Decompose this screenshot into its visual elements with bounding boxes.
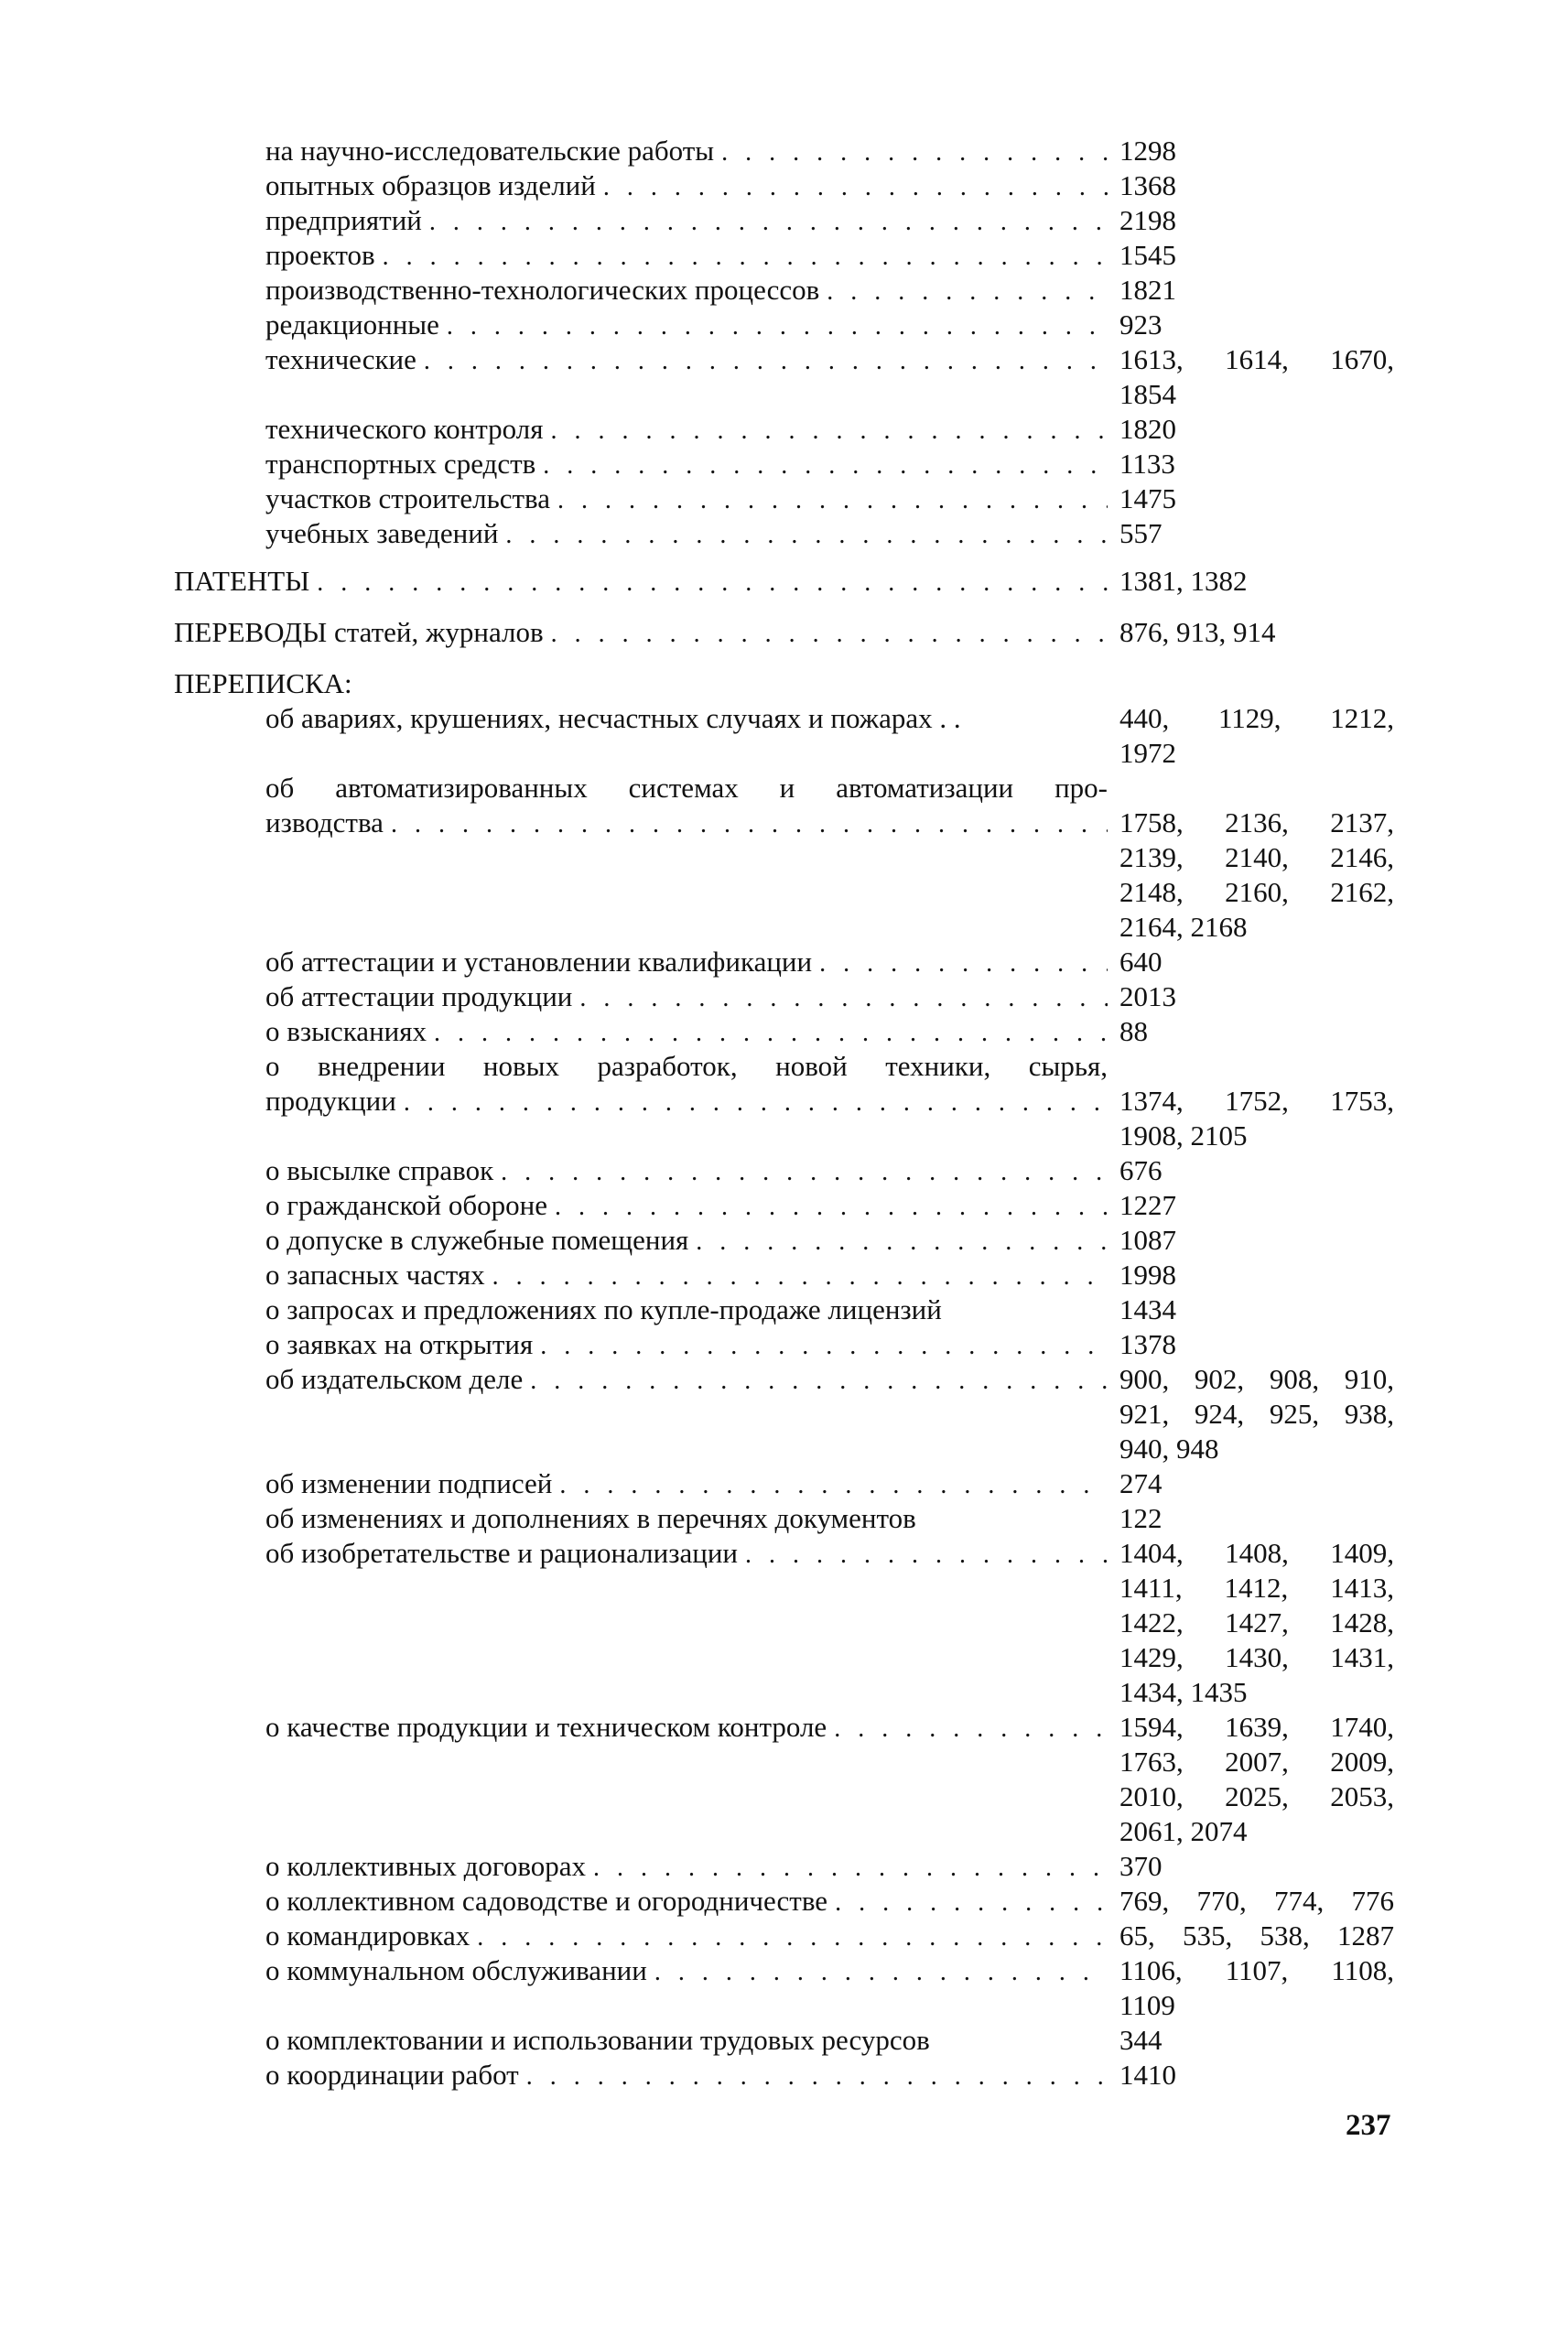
entry-pages: 1381, 1382 bbox=[1119, 565, 1248, 597]
entry-label: об автоматизированных системах и автоматизации про- bbox=[265, 772, 1108, 804]
index-heading-correspondence bbox=[0, 666, 1568, 701]
entry-label: о взысканиях bbox=[265, 1015, 427, 1047]
index-entry bbox=[0, 273, 1568, 308]
index-entry-continuation bbox=[0, 806, 1568, 840]
entry-label: об изменениях и дополнениях в перечнях документов bbox=[265, 1502, 916, 1534]
section-heading: ПЕРЕПИСКА: bbox=[174, 667, 352, 699]
entry-pages: 2010, 2025, 2053, bbox=[1119, 1780, 1394, 1812]
entry-pages: 1820 bbox=[1119, 413, 1176, 445]
entry-pages: 1434 bbox=[1119, 1293, 1176, 1325]
entry-pages: 1422, 1427, 1428, bbox=[1119, 1606, 1394, 1638]
entry-pages: 640 bbox=[1119, 946, 1162, 978]
entry-pages: 1227 bbox=[1119, 1189, 1176, 1221]
entry-pages: 1763, 2007, 2009, bbox=[1119, 1746, 1394, 1778]
index-entry-continuation bbox=[0, 1675, 1568, 1710]
entry-pages: 1298 bbox=[1119, 135, 1176, 167]
entry-label: производственно-технологических процессов bbox=[265, 274, 820, 306]
entry-pages: 1998 bbox=[1119, 1259, 1176, 1291]
entry-pages: 1613, 1614, 1670, bbox=[1119, 343, 1394, 375]
entry-pages: 1374, 1752, 1753, bbox=[1119, 1085, 1394, 1117]
index-entry-continuation bbox=[0, 1745, 1568, 1779]
entry-label: об авариях, крушениях, несчастных случаях и пожарах . . bbox=[265, 702, 961, 734]
entry-pages: 1594, 1639, 1740, bbox=[1119, 1711, 1394, 1743]
entry-pages: 1429, 1430, 1431, bbox=[1119, 1641, 1394, 1673]
index-entry-continuation bbox=[0, 1432, 1568, 1466]
index-entry bbox=[0, 203, 1568, 238]
index-entry bbox=[0, 168, 1568, 203]
index-entry bbox=[0, 1223, 1568, 1258]
index-entry bbox=[0, 771, 1568, 806]
index-entry bbox=[0, 2058, 1568, 2092]
entry-label: участков строительства bbox=[265, 482, 551, 514]
entry-pages: 2148, 2160, 2162, bbox=[1119, 876, 1394, 908]
entry-label: предприятий bbox=[265, 204, 422, 236]
entry-label: о командировках bbox=[265, 1919, 470, 1952]
index-heading-patents bbox=[0, 564, 1568, 599]
index-entries bbox=[0, 134, 1568, 2092]
index-entry bbox=[0, 1849, 1568, 1884]
index-entry-continuation bbox=[0, 910, 1568, 945]
index-entry bbox=[0, 342, 1568, 377]
entry-pages: 1434, 1435 bbox=[1119, 1676, 1248, 1708]
entry-pages: 1368 bbox=[1119, 169, 1176, 201]
entry-label: изводства bbox=[265, 806, 384, 838]
entry-label: о коллективном садоводстве и огородничестве bbox=[265, 1885, 828, 1917]
index-entry-continuation bbox=[0, 1988, 1568, 2023]
entry-pages: 1821 bbox=[1119, 274, 1176, 306]
index-entry bbox=[0, 308, 1568, 342]
entry-pages: 1410 bbox=[1119, 2059, 1176, 2091]
entry-pages: 274 bbox=[1119, 1467, 1162, 1499]
entry-label: транспортных средств bbox=[265, 448, 536, 480]
index-entry-continuation bbox=[0, 1119, 1568, 1153]
entry-label: об аттестации и установлении квалификации bbox=[265, 946, 813, 978]
index-entry bbox=[0, 1258, 1568, 1292]
entry-label: о комплектовании и использовании трудовых ресурсов bbox=[265, 2024, 930, 2056]
entry-pages: 2198 bbox=[1119, 204, 1176, 236]
entry-pages: 2013 bbox=[1119, 980, 1176, 1012]
entry-pages: 2061, 2074 bbox=[1119, 1815, 1248, 1847]
index-entry bbox=[0, 1188, 1568, 1223]
entry-pages: 1133 bbox=[1119, 448, 1175, 480]
index-entry bbox=[0, 481, 1568, 516]
entry-pages: 1378 bbox=[1119, 1328, 1176, 1360]
index-entry bbox=[0, 1919, 1568, 1953]
entry-label: на научно-исследовательские работы bbox=[265, 135, 715, 167]
entry-label: о гражданской обороне bbox=[265, 1189, 547, 1221]
index-entry-continuation bbox=[0, 840, 1568, 875]
index-entry bbox=[0, 1362, 1568, 1397]
index-heading-translations bbox=[0, 615, 1568, 650]
index-entry bbox=[0, 1466, 1568, 1501]
entry-pages: 1106, 1107, 1108, bbox=[1119, 1954, 1394, 1986]
entry-label: о заявках на открытия bbox=[265, 1328, 534, 1360]
entry-pages: 876, 913, 914 bbox=[1119, 616, 1276, 648]
entry-label: о допуске в служебные помещения bbox=[265, 1224, 689, 1256]
entry-label: ПЕРЕВОДЫ статей, журналов bbox=[174, 616, 544, 648]
entry-pages: 1109 bbox=[1119, 1989, 1175, 2021]
entry-label: о коллективных договорах bbox=[265, 1850, 587, 1882]
index-entry bbox=[0, 1014, 1568, 1049]
entry-label: об изменении подписей bbox=[265, 1467, 553, 1499]
entry-pages: 923 bbox=[1119, 308, 1162, 341]
entry-label: ПАТЕНТЫ bbox=[174, 565, 310, 597]
entry-pages: 1475 bbox=[1119, 482, 1176, 514]
index-entry bbox=[0, 701, 1568, 736]
entry-pages: 676 bbox=[1119, 1154, 1162, 1186]
entry-pages: 1411, 1412, 1413, bbox=[1119, 1572, 1394, 1604]
index-entry-continuation bbox=[0, 1779, 1568, 1814]
entry-label: о качестве продукции и техническом контроле bbox=[265, 1711, 827, 1743]
entry-pages: 900, 902, 908, 910, bbox=[1119, 1363, 1394, 1395]
index-entry-continuation bbox=[0, 1606, 1568, 1640]
index-entry bbox=[0, 979, 1568, 1014]
entry-pages: 921, 924, 925, 938, bbox=[1119, 1398, 1394, 1430]
index-entry bbox=[0, 945, 1568, 979]
entry-pages: 344 bbox=[1119, 2024, 1162, 2056]
entry-pages: 1908, 2105 bbox=[1119, 1119, 1248, 1152]
entry-label: продукции bbox=[265, 1085, 396, 1117]
index-entry bbox=[0, 134, 1568, 168]
index-entry bbox=[0, 447, 1568, 481]
entry-label: проектов bbox=[265, 239, 375, 271]
index-entry-continuation bbox=[0, 1084, 1568, 1119]
entry-label: о коммунальном обслуживании bbox=[265, 1954, 647, 1986]
entry-label: об аттестации продукции bbox=[265, 980, 573, 1012]
entry-label: о высылке справок bbox=[265, 1154, 494, 1186]
index-entry-continuation bbox=[0, 875, 1568, 910]
entry-pages: 1545 bbox=[1119, 239, 1176, 271]
index-entry bbox=[0, 1501, 1568, 1536]
index-entry bbox=[0, 1953, 1568, 1988]
index-entry-continuation bbox=[0, 1814, 1568, 1849]
index-entry bbox=[0, 2023, 1568, 2058]
index-entry bbox=[0, 412, 1568, 447]
index-entry bbox=[0, 1327, 1568, 1362]
index-entry bbox=[0, 1884, 1568, 1919]
entry-label: технические bbox=[265, 343, 416, 375]
entry-pages: 1758, 2136, 2137, bbox=[1119, 806, 1394, 838]
entry-pages: 557 bbox=[1119, 517, 1162, 549]
entry-label: о координации работ bbox=[265, 2059, 519, 2091]
entry-pages: 1404, 1408, 1409, bbox=[1119, 1537, 1394, 1569]
entry-pages: 2164, 2168 bbox=[1119, 911, 1248, 943]
entry-label: о внедрении новых разработок, новой техники, сырья, bbox=[265, 1050, 1108, 1082]
entry-pages: 370 bbox=[1119, 1850, 1162, 1882]
entry-pages: 769, 770, 774, 776 bbox=[1119, 1885, 1394, 1917]
entry-pages: 65, 535, 538, 1287 bbox=[1119, 1919, 1394, 1952]
entry-pages: 440, 1129, 1212, bbox=[1119, 702, 1394, 734]
entry-pages: 940, 948 bbox=[1119, 1433, 1219, 1465]
index-entry bbox=[0, 1292, 1568, 1327]
index-entry-continuation bbox=[0, 1397, 1568, 1432]
entry-label: редакционные bbox=[265, 308, 439, 341]
entry-label: о запасных частях bbox=[265, 1259, 485, 1291]
index-entry bbox=[0, 1153, 1568, 1188]
page-number: 237 bbox=[1346, 2109, 1391, 2142]
index-entry bbox=[0, 1710, 1568, 1745]
index-entry-continuation bbox=[0, 1640, 1568, 1675]
entry-label: учебных заведений bbox=[265, 517, 499, 549]
index-entry-continuation bbox=[0, 1571, 1568, 1606]
entry-label: об изобретательстве и рационализации bbox=[265, 1537, 739, 1569]
entry-label: об издательском деле bbox=[265, 1363, 524, 1395]
index-entry-continuation bbox=[0, 377, 1568, 412]
entry-pages: 1087 bbox=[1119, 1224, 1176, 1256]
index-entry bbox=[0, 238, 1568, 273]
index-entry bbox=[0, 1049, 1568, 1084]
entry-pages: 1854 bbox=[1119, 378, 1176, 410]
entry-pages: 122 bbox=[1119, 1502, 1162, 1534]
index-entry-continuation bbox=[0, 736, 1568, 771]
index-entry bbox=[0, 516, 1568, 551]
entry-label: о запросах и предложениях по купле-продаже лицензий bbox=[265, 1293, 942, 1325]
entry-label: технического контроля bbox=[265, 413, 544, 445]
entry-pages: 1972 bbox=[1119, 737, 1176, 769]
entry-pages: 88 bbox=[1119, 1015, 1148, 1047]
index-entry bbox=[0, 1536, 1568, 1571]
entry-pages: 2139, 2140, 2146, bbox=[1119, 841, 1394, 873]
entry-label: опытных образцов изделий bbox=[265, 169, 596, 201]
